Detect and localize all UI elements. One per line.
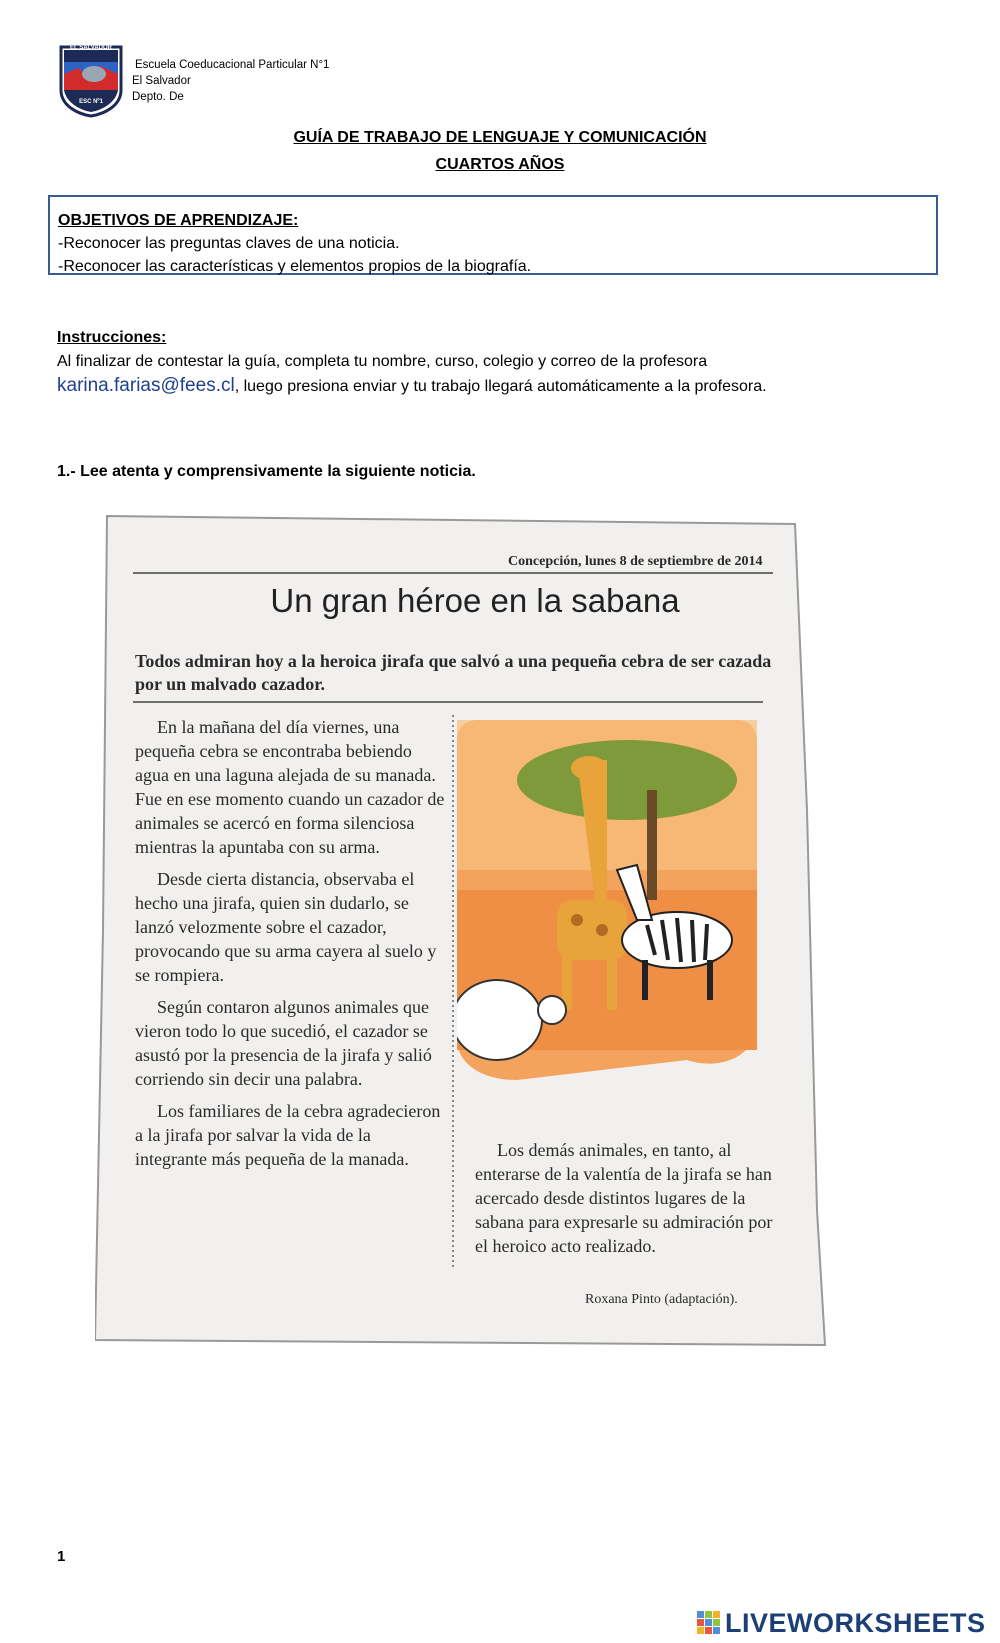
instructions-line-1: Al finalizar de contestar la guía, completa tu nombre, curso, colegio y correo de la profesora [57,353,708,370]
school-name: Escuela Coeducacional Particular N°1 [135,59,330,71]
objectives-box [48,195,938,275]
liveworksheets-logo [697,1608,986,1638]
guide-title: GUÍA DE TRABAJO DE LENGUAJE Y COMUNICACIÓN [293,129,707,146]
liveworksheets-icon [697,1611,721,1635]
school-crest-logo [58,44,124,118]
objectives-heading: OBJETIVOS DE APRENDIZAJE: [58,212,299,229]
instructions-heading: Instrucciones: [57,329,167,346]
question-1: 1.- Lee atenta y comprensivamente la siguiente noticia. [57,463,476,480]
school-info [132,57,329,105]
page-number: 1 [57,1548,66,1565]
newspaper-column-left [135,715,445,1179]
newspaper-lead: Todos admiran hoy a la heroica jirafa que salvó a una pequeña cebra de ser cazada por un malvado cazador. [135,651,772,694]
newspaper-paragraph: Los demás animales, en tanto, al enterarse de la valentía de la jirafa se han acercado desde distintos lugares de la sabana para expresarle su admiración por el heroico acto realizado. [475,1140,773,1256]
teacher-email: karina.farias@fees.cl [57,375,235,396]
newspaper-headline: Un gran héroe en la sabana [270,582,680,619]
objective-item: -Reconocer las preguntas claves de una noticia. [58,235,400,252]
newspaper-clipping [95,510,865,1350]
newspaper-paragraph: En la mañana del día viernes, una pequeña cebra se encontraba bebiendo agua en una laguna alejada de su manada. Fue en ese momento cuando un cazador de animales se acercó en forma silenciosa mientras la apuntaba con su arma. [135,717,445,857]
newspaper-paragraph: Desde cierta distancia, observaba el hecho una jirafa, quien sin dudarlo, se lanzó velozmente sobre el cazador, provocando que su arma cayera al suelo y se rompiera. [135,869,437,985]
instructions-section [57,326,957,399]
giraffe-zebra-illustration [457,720,757,1090]
school-department: Depto. De [132,91,184,103]
objective-item: -Reconocer las características y elementos propios de la biografía. [58,258,532,275]
school-city: El Salvador [132,75,191,87]
newspaper-column-right [475,1138,785,1258]
grade-title: CUARTOS AÑOS [435,156,565,173]
liveworksheets-brand: LIVEWORKSHEETS [725,1607,986,1638]
instructions-line-2: , luego presiona enviar y tu trabajo llegará automáticamente a la profesora. [234,378,767,395]
newspaper-paragraph: Según contaron algunos animales que vieron todo lo que sucedió, el cazador se asustó por la presencia de la jirafa y salió corriendo sin decir una palabra. [135,997,432,1089]
newspaper-paragraph: Los familiares de la cebra agradecieron a la jirafa por salvar la vida de la integrante más pequeña de la manada. [135,1101,441,1169]
logo-text-bottom: ESC Nº1 [79,99,103,105]
newspaper-credit: Roxana Pinto (adaptación). [585,1292,738,1307]
logo-text-top: EL SALVADOR [69,45,112,51]
newspaper-date: Concepción, lunes 8 de septiembre de 2014 [508,554,763,569]
